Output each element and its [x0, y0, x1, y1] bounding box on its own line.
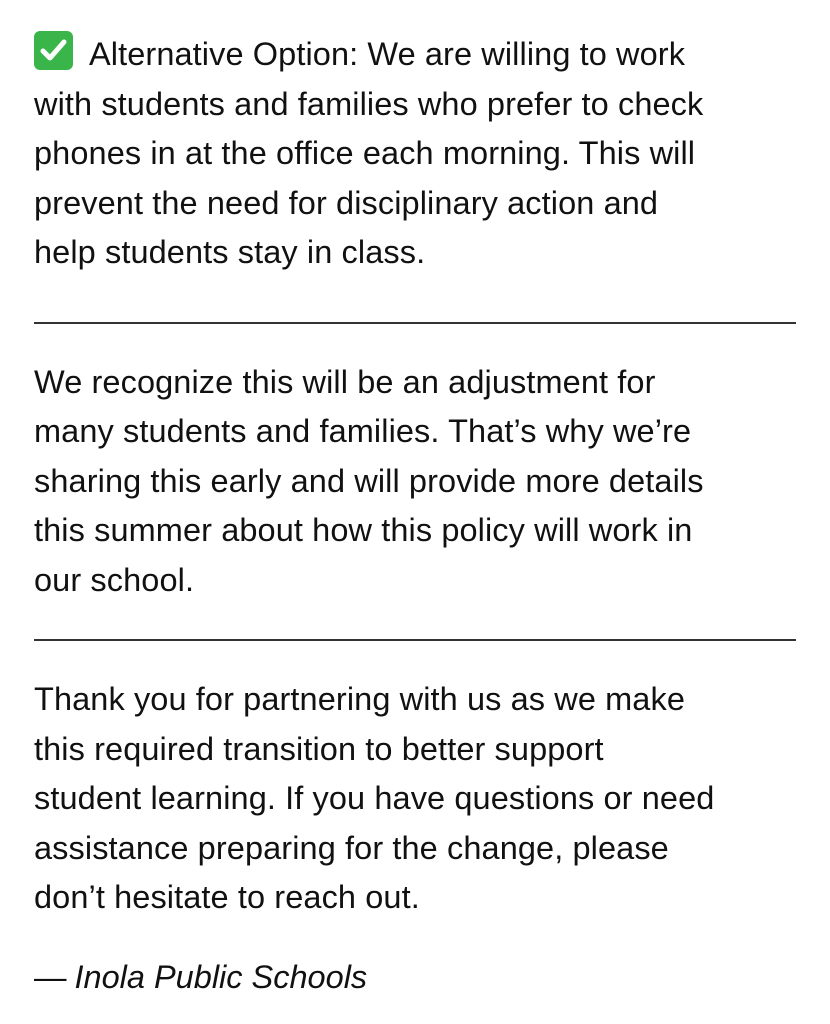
recognition-paragraph: [34, 358, 804, 606]
thank-you-paragraph: [34, 675, 804, 923]
alternative-option-paragraph: [34, 30, 804, 278]
recognition-line-3: sharing this early and will provide more details: [34, 462, 704, 499]
thanks-line-2: this required transition to better support: [34, 730, 604, 767]
alternative-line-5: help students stay in class.: [34, 234, 426, 270]
alternative-line-4: prevent the need for disciplinary action and: [34, 184, 659, 221]
alternative-line-2: with students and families who prefer to check: [34, 85, 704, 122]
recognition-line-1: We recognize this will be an adjustment for: [34, 363, 656, 400]
thanks-line-4: assistance preparing for the change, please: [34, 829, 669, 866]
alternative-line-1: Alternative Option: We are willing to work: [34, 30, 804, 80]
check-mark-button-icon: [34, 31, 73, 70]
recognition-line-2: many students and families. That’s why we’re: [34, 413, 692, 449]
recognition-line-4: this summer about how this policy will work in: [34, 512, 693, 548]
announcement-page: [34, 30, 804, 1002]
signature-dash: —: [34, 958, 67, 995]
signature: [34, 953, 804, 1003]
alternative-line-3: phones in at the office each morning. This will: [34, 135, 696, 171]
section-divider: [34, 639, 796, 641]
section-divider: [34, 322, 796, 324]
signature-name: Inola Public Schools: [74, 958, 368, 995]
thanks-line-1: Thank you for partnering with us as we make: [34, 681, 685, 717]
thanks-line-3: student learning. If you have questions or need: [34, 780, 715, 816]
recognition-line-5: our school.: [34, 561, 195, 598]
thanks-line-5: don’t hesitate to reach out.: [34, 879, 420, 915]
